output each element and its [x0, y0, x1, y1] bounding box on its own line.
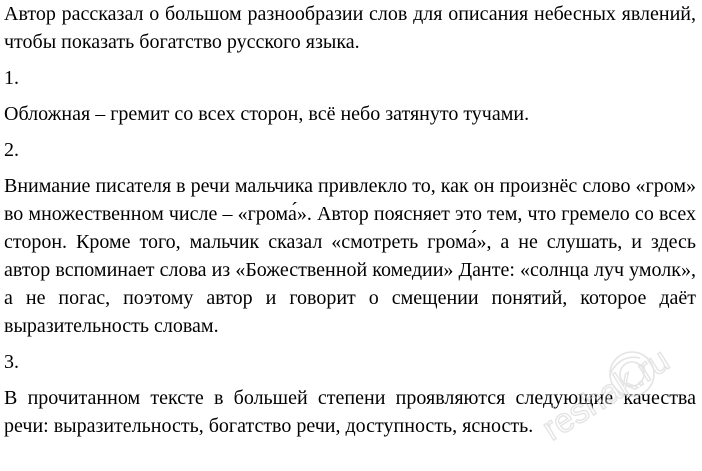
section-number-2: 2. — [4, 139, 19, 161]
section-number-3: 3. — [4, 351, 19, 373]
watermark-text: reshak.ru — [535, 340, 677, 449]
document-body — [4, 0, 696, 440]
section-text-1: Обложная – гремит со всех сторон, всё небо затянуто тучами. — [4, 103, 530, 125]
section-number-1: 1. — [4, 67, 19, 89]
intro-paragraph: Автор рассказал о большом разнообразии слов для описания небесных явлений, чтобы показать богатство русского языка. — [4, 3, 696, 53]
section-text-3: В прочитанном тексте в большей степени проявляются следующие качества речи: выразительность, богатство речи, доступность, ясность. — [4, 387, 696, 437]
section-text-2: Внимание писателя в речи мальчика привлекло то, как он произнёс слово «гром» во множественном числе – «грома́». Автор поясняет это тем, что гремело со всех сторон. Кроме того, мальчик сказал «смотреть грома́», а не слушать, и здесь автор вспоминает слова из «Божественной комедии» Данте: «солнца луч умолк», а не погас, поэтому автор и говорит о смещении понятий, которое даёт выразительность словам. — [4, 175, 696, 337]
